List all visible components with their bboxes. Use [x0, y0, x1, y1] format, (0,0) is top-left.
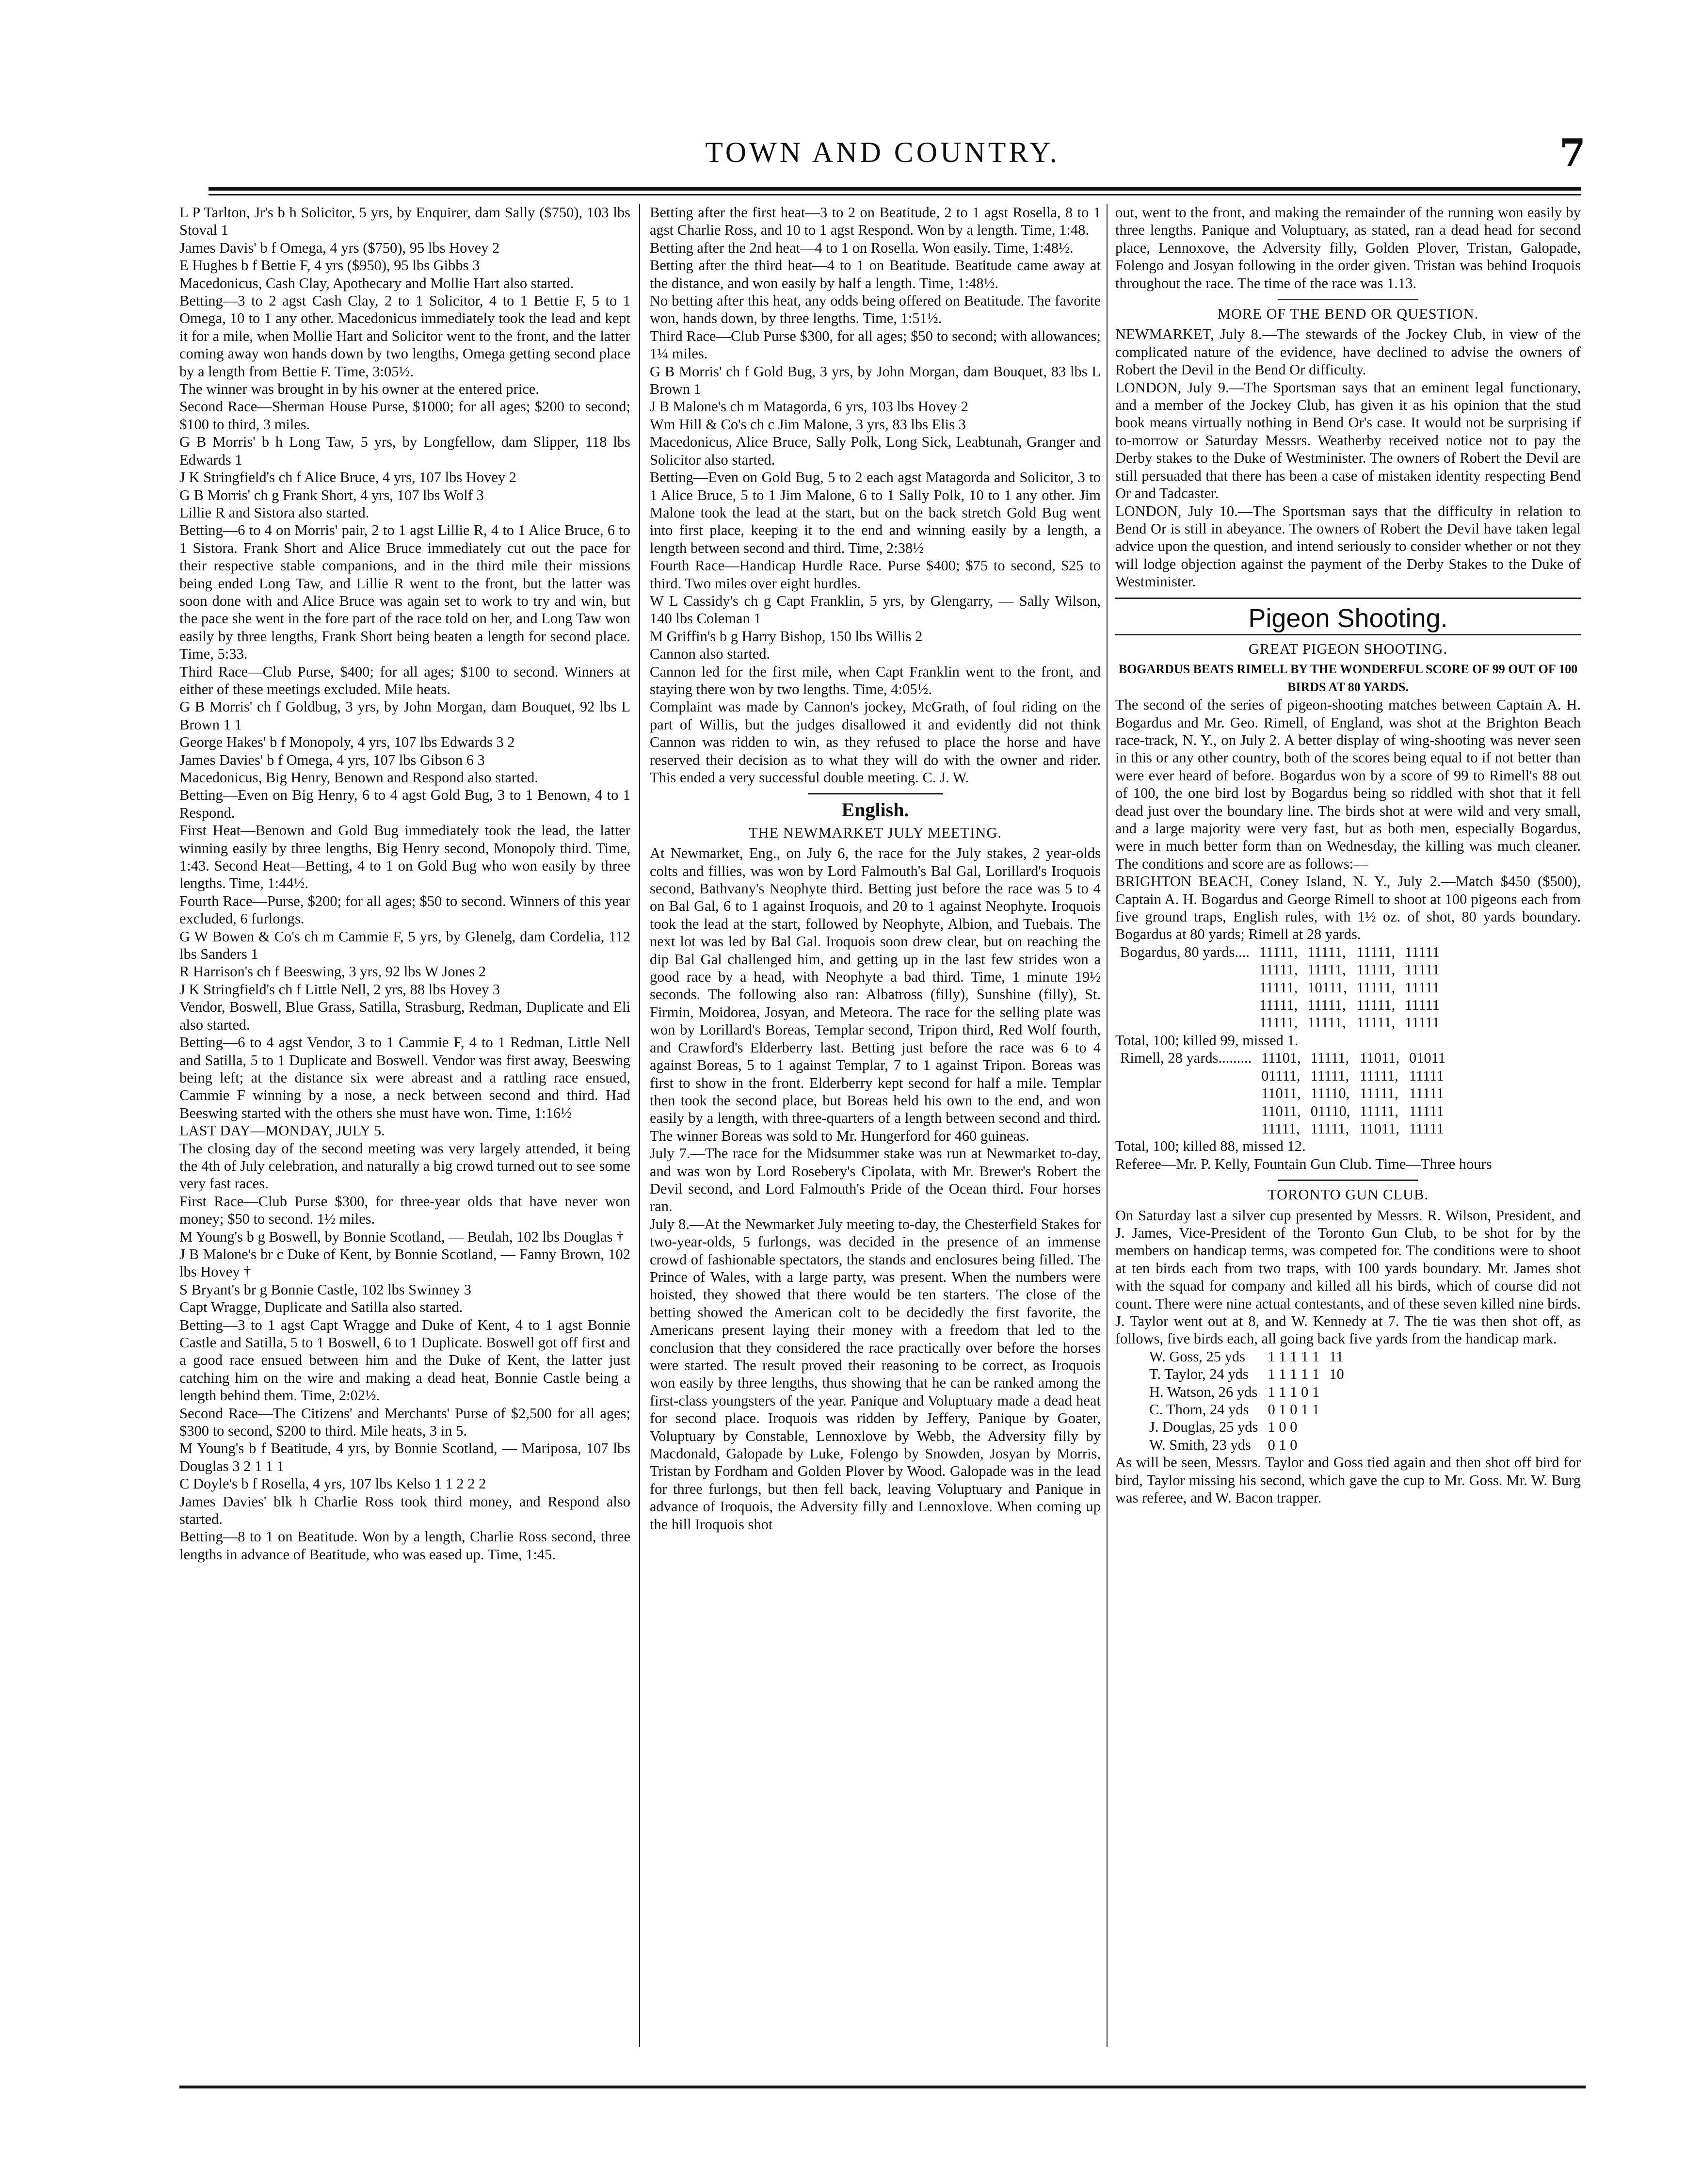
column-1 — [179, 204, 634, 1563]
racing-paragraph: R Harrison's ch f Beeswing, 3 yrs, 92 lbs W Jones 2 — [179, 963, 486, 980]
racing-paragraph: Second Race—Sherman House Purse, $1000; for all ages; $200 to second; $100 to third, 3 miles. — [179, 398, 634, 433]
racing-paragraph: LAST DAY—MONDAY, JULY 5. — [179, 1122, 385, 1139]
bogardus-score-row: 11111, 10111, 11111, 11111 — [1259, 979, 1440, 996]
racing-paragraph: Betting after the 2nd heat—4 to 1 on Rosella. Won easily. Time, 1:48½. — [650, 239, 1074, 256]
racing-paragraph: Second Race—The Citizens' and Merchants' Purse of $2,500 for all ages; $300 to second, $200 to third. Mile heats, 3 in 5. — [179, 1405, 634, 1440]
section-divider — [1115, 598, 1581, 599]
footer-rule — [179, 2086, 1586, 2088]
tie-score-row: H. Watson, 26 yds 1 1 1 0 1 — [1149, 1383, 1320, 1400]
bogardus-score-row: 11111, 11111, 11111, 11111 — [1259, 961, 1440, 978]
rimell-score-row: 11011, 11110, 11111, 11111 — [1261, 1085, 1444, 1102]
racing-paragraph: No betting after this heat, any odds being offered on Beatitude. The favorite won, hands down, by three lengths. Time, 1:51½. — [650, 292, 1105, 327]
racing-paragraph: Third Race—Club Purse $300, for all ages; $50 to second; with allowances; 1¼ miles. — [650, 327, 1105, 362]
racing-paragraph: Betting—3 to 1 agst Capt Wragge and Duke of Kent, 4 to 1 agst Bonnie Castle and Satilla, 5 to 1 Boswell, 6 to 1 Duplicate. Boswell got off first and a good race ensued between him and the Duke of Kent, the latter just catching him on the wire and making a dead heat, Bonnie Castle being a length behind them. Time, 2:02½. — [179, 1316, 634, 1404]
referee-line: Referee—Mr. P. Kelly, Fountain Gun Club. Time—Three hours — [1115, 1155, 1492, 1172]
racing-paragraph: Cannon led for the first mile, when Capt Franklin went to the front, and staying there won by two lengths. Time, 4:05½. — [650, 663, 1105, 697]
bend-or-paragraph: LONDON, July 9.—The Sportsman says that an eminent legal functionary, and a member of the Jockey Club, has given it as his opinion that the stud book means virtually nothing in Bend Or's case. It would not be surprising if to-morrow or Saturday Messrs. Weatherby received notice not to pay the Derby stakes to the Duke of Westminister. The owners of Robert the Devil are still persuaded that there has been a case of mistaken identity respecting Bend Or and Tadcaster. — [1115, 379, 1585, 502]
bogardus-score-row: 11111, 11111, 11111, 11111 — [1259, 997, 1440, 1014]
newmarket-heading: THE NEWMARKET JULY MEETING. — [748, 824, 1002, 841]
pigeon-paragraph: The second of the series of pigeon-shooting matches between Captain A. H. Bogardus and Mr. Geo. Rimell, of England, was shot at the Brighton Beach race-track, N. Y., on July 2. A better display of wing-shooting was never seen in this or any other country, both of the scores being equal to if not better than were ever heard of before. Bogardus won by a score of 99 to Rimell's 88 out of 100, the one bird lost by Bogardus being so riddled with shot that it fell dead just over the boundary line. The birds shot at were wild and very small, and a large majority were very fast, but as both men, especially Bogardus, were in much better form than on Wednesday, the killing was much cleaner. The conditions and score are as follows:— — [1115, 696, 1585, 872]
racing-paragraph: G W Bowen & Co's ch m Cammie F, 5 yrs, by Glenelg, dam Cordelia, 112 lbs Sanders 1 — [179, 928, 634, 963]
tie-score-row: W. Goss, 25 yds 1 1 1 1 1 11 — [1149, 1348, 1344, 1365]
racing-paragraph: L P Tarlton, Jr's b h Solicitor, 5 yrs, by Enquirer, dam Sally ($750), 103 lbs Stoval 1 — [179, 204, 634, 239]
racing-paragraph: Betting after the first heat—3 to 2 on Beatitude, 2 to 1 agst Rosella, 8 to 1 agst Charlie Ross, and 10 to 1 agst Respond. Won by a length. Time, 1:48. — [650, 204, 1105, 239]
racing-paragraph: Lillie R and Sistora also started. — [179, 504, 369, 521]
newmarket-paragraph: At Newmarket, Eng., on July 6, the race for the July stakes, 2 year-olds colts and fillies, was won by Lord Falmouth's Bal Gal, Lorillard's Iroquois second, Bathvany's Neophyte third. Betting just before the race was 5 to 4 on Bal Gal, 6 to 1 against Iroquois, and 20 to 1 against Neophyte. Iroquois took the lead at the start, followed by Neophyte, Albion, and Tuebais. The next lot was led by Bal Gal. Iroquois soon drew clear, but on reaching the dip Bal Gal challenged him, and getting up in the last few strides won a good race by a head, with Neophyte a bad third. Time, 1 minute 19½ seconds. The following also ran: Albatross (filly), Sunshine (filly), St. Firmin, Moidorea, Josyan, and Meteora. The race for the selling plate was won by Lorillard's Boreas, Templar second, Tripon third, Red Wolf fourth, and Crawford's Elderberry last. Betting just before the race was 6 to 4 against Boreas, 5 to 1 against Templar, 7 to 1 against Tripon. Boreas was first to show in the front. Elderberry kept second for half a mile. Templar then took the second place, but Boreas held his own to the end, and won easily by a length, with three-quarters of a length between second and third. The winner Boreas was sold to Mr. Hungerford for 460 guineas. — [650, 845, 1105, 1144]
tie-score-row: W. Smith, 23 yds 0 1 0 — [1149, 1436, 1298, 1453]
pigeon-heading: GREAT PIGEON SHOOTING. — [1248, 640, 1448, 657]
column-2 — [650, 204, 1105, 1533]
racing-paragraph: Vendor, Boswell, Blue Grass, Satilla, Strasburg, Redman, Duplicate and Eli also started. — [179, 999, 634, 1033]
column-divider — [639, 204, 640, 2047]
racing-paragraph: Macedonicus, Alice Bruce, Sally Polk, Long Sick, Leabtunah, Granger and Solicitor also started. — [650, 434, 1105, 468]
racing-paragraph: Fourth Race—Handicap Hurdle Race. Purse $400; $75 to second, $25 to third. Two miles over eight hurdles. — [650, 557, 1105, 592]
racing-paragraph: G B Morris' b h Long Taw, 5 yrs, by Longfellow, dam Slipper, 118 lbs Edwards 1 — [179, 434, 634, 468]
section-divider — [1278, 299, 1418, 300]
newmarket-continued — [1115, 204, 1585, 292]
racing-paragraph: S Bryant's br g Bonnie Castle, 102 lbs Swinney 3 — [179, 1281, 471, 1298]
english-section-title: English. — [841, 799, 909, 821]
bogardus-score-row: Bogardus, 80 yards.... 11111, 11111, 11111, 11111 — [1120, 943, 1440, 960]
racing-paragraph: Cannon also started. — [650, 646, 771, 663]
newmarket-paragraph: July 7.—The race for the Midsummer stake was run at Newmarket to-day, and was won by Lord Rosebery's Cipolata, with Mr. Brewer's Robert the Devil second, and Lord Falmouth's Pride of the Ocean third. Four horses ran. — [650, 1145, 1105, 1215]
racing-paragraph: First Heat—Benown and Gold Bug immediately took the lead, the latter winning easily by three lengths, Big Henry second, Monopoly third. Time, 1:43. Second Heat—Betting, 4 to 1 on Gold Bug who won easily by three lengths. Time, 1:44½. — [179, 822, 634, 892]
racing-paragraph: First Race—Club Purse $300, for three-year olds that have never won money; $50 to second. 1½ miles. — [179, 1193, 634, 1228]
racing-paragraph: The closing day of the second meeting was very largely attended, it being the 4th of July celebration, and naturally a big crowd turned out to see some very fast races. — [179, 1140, 634, 1192]
pigeon-section-title: Pigeon Shooting. — [1248, 603, 1448, 633]
racing-paragraph: G B Morris' ch f Gold Bug, 3 yrs, by John Morgan, dam Bouquet, 83 lbs L Brown 1 — [650, 363, 1105, 398]
masthead-title: TOWN AND COUNTRY. — [705, 136, 1060, 168]
racing-paragraph: Betting—6 to 4 on Morris' pair, 2 to 1 agst Lillie R, 4 to 1 Alice Bruce, 6 to 1 Sistora. Frank Short and Alice Bruce immediately cut out the pace for their respective stable companions, and in the third mile their missions being ended Long Taw, and Lillie R went to the front, but the latter was soon done with and Alice Bruce was again set to work to try and win, but the pace she went in the fore part of the race told on her, and Long Taw won easily by three lengths, Frank Short being beaten a length for second place. Time, 5:33. — [179, 522, 634, 663]
toronto-heading: TORONTO GUN CLUB. — [1268, 1186, 1429, 1203]
toronto-para-2: As will be seen, Messrs. Taylor and Goss tied again and then shot off bird for bird, Taylor missing his second, which gave the cup to Mr. Goss. Mr. W. Burg was referee, and W. Bacon trapper. — [1115, 1454, 1585, 1506]
bogardus-total: Total, 100; killed 99, missed 1. — [1115, 1032, 1299, 1049]
racing-paragraph: Betting after the third heat—4 to 1 on Beatitude. Beatitude came away at the distance, and won easily by half a length. Time, 1:48½. — [650, 257, 1105, 291]
racing-paragraph: C Doyle's b f Rosella, 4 yrs, 107 lbs Kelso 1 1 2 2 2 — [179, 1475, 486, 1492]
racing-paragraph: Betting—Even on Gold Bug, 5 to 2 each agst Matagorda and Solicitor, 3 to 1 Alice Bruce, 5 to 1 Jim Malone, 6 to 1 Sally Polk, 10 to 1 any other. Jim Malone took the lead at the start, but on the back stretch Gold Bug went into first place, keeping it to the end and winning easily by a length, a length between second and third. Time, 2:38½ — [650, 469, 1105, 556]
rimell-score-row: 01111, 11111, 11111, 11111 — [1261, 1067, 1444, 1084]
racing-paragraph: J K Stringfield's ch f Alice Bruce, 4 yrs, 107 lbs Hovey 2 — [179, 469, 517, 486]
racing-paragraph: M Griffin's b g Harry Bishop, 150 lbs Willis 2 — [650, 628, 923, 645]
rimell-score-row: 11111, 11111, 11011, 11111 — [1261, 1120, 1444, 1137]
page-header — [179, 131, 1586, 179]
racing-paragraph: Betting—8 to 1 on Beatitude. Won by a length, Charlie Ross second, three lengths in advance of Beatitude, who was eased up. Time, 1:45. — [179, 1528, 634, 1563]
rimell-score-row: 11011, 01110, 11111, 11111 — [1261, 1102, 1444, 1119]
bend-or-paragraph: LONDON, July 10.—The Sportsman says that the difficulty in relation to Bend Or is still in abeyance. The owners of Robert the Devil have taken legal advice upon the question, and intend seriously to consider whether or not they will lodge objection against the payment of the Derby Stakes to the Duke of Westminister. — [1115, 502, 1585, 590]
rimell-score-table — [1115, 1049, 1450, 1137]
newmarket-paragraph: July 8.—At the Newmarket July meeting to-day, the Chesterfield Stakes for two-year-olds, 5 furlongs, was decided in the presence of an immense crowd of fashionable spectators, the stands and enclosures being filled. The Prince of Wales, with a large party, was present. When the numbers were hoisted, they showed that there would be ten starters. The close of the betting showed the American colt to be decidedly the first favorite, the Americans present laying their money with a freedom that led to the conclusion that they considered the race practically over before the horses were started. The result proved their reasoning to be correct, as Iroquois won easily by three lengths, thus showing that he can be ranked among the first-class youngsters of the year. Panique and Voluptuary made a dead heat for second place. Iroquois was ridden by Jeffery, Panique by Goater, Voluptuary by Constable, Lennoxlove by Webb, the Adversity filly by Macdonald, Galopade by Luke, Folengo by Snowden, Josyan by Morris, Tristan by Fordham and Golden Plover by Wood. Galopade was in the lead for three furlongs, but then fell back, leaving Voluptuary and Panique in advance of Iroquois, the Adversity filly and Lennoxlove. When coming up the hill Iroquois shot — [650, 1215, 1105, 1533]
rimell-score-row: Rimell, 28 yards......... 11101, 11111, 11011, 01011 — [1120, 1050, 1446, 1067]
bogardus-score-table — [1115, 943, 1445, 1032]
racing-paragraph: Complaint was made by Cannon's jockey, McGrath, of foul riding on the part of Willis, but the judges disallowed it and evidently did not think Cannon was ridden to win, as they refused to place the horse and have reserved their decision as to what they will do with the owner and rider. This ended a very successful double meeting. C. J. W. — [650, 698, 1105, 786]
racing-paragraph: Macedonicus, Cash Clay, Apothecary and Mollie Hart also started. — [179, 275, 574, 291]
column-divider — [1107, 204, 1108, 2047]
bend-or-article — [1115, 325, 1585, 590]
bend-or-heading: MORE OF THE BEND OR QUESTION. — [1217, 306, 1479, 323]
tie-score-table — [1144, 1348, 1349, 1454]
section-divider — [1115, 634, 1581, 635]
racing-paragraph: James Davies' blk h Charlie Ross took third money, and Respond also started. — [179, 1493, 634, 1528]
column-3 — [1115, 204, 1585, 1506]
pigeon-article — [1115, 696, 1585, 943]
page-number: 7 — [1559, 131, 1586, 175]
racing-paragraph: James Davies' b f Omega, 4 yrs, 107 lbs Gibson 6 3 — [179, 751, 485, 768]
section-divider — [808, 793, 943, 794]
racing-paragraph: J B Malone's ch m Matagorda, 6 yrs, 103 lbs Hovey 2 — [650, 398, 968, 415]
racing-paragraph: G B Morris' ch g Frank Short, 4 yrs, 107 lbs Wolf 3 — [179, 486, 484, 503]
racing-paragraph: G B Morris' ch f Goldbug, 3 yrs, by John Morgan, dam Bouquet, 92 lbs L Brown 1 1 — [179, 698, 634, 733]
column-2-racing — [650, 204, 1105, 786]
bend-or-paragraph: NEWMARKET, July 8.—The stewards of the Jockey Club, in view of the complicated nature of the evidence, have declined to advise the owners of Robert the Devil in the Bend Or difficulty. — [1115, 326, 1585, 378]
rimell-total: Total, 100; killed 88, missed 12. — [1115, 1138, 1306, 1155]
tie-score-row: T. Taylor, 24 yds 1 1 1 1 1 10 — [1149, 1366, 1344, 1383]
racing-paragraph: George Hakes' b f Monopoly, 4 yrs, 107 lbs Edwards 3 2 — [179, 734, 515, 751]
racing-paragraph: James Davis' b f Omega, 4 yrs ($750), 95 lbs Hovey 2 — [179, 239, 500, 256]
racing-paragraph: The winner was brought in by his owner at the entered price. — [179, 381, 539, 398]
header-rule — [209, 187, 1581, 191]
racing-paragraph: Betting—3 to 2 agst Cash Clay, 2 to 1 Solicitor, 4 to 1 Bettie F, 5 to 1 Omega, 10 to 1 any other. Macedonicus immediately took the lead and kept it for a mile, when Mollie Hart and Solicitor went to the front, and the latter coming away won hands down by two lengths, Omega getting second place by a length from Bettie F. Time, 3:05½. — [179, 292, 634, 380]
pigeon-paragraph: BRIGHTON BEACH, Coney Island, N. Y., July 2.—Match $450 ($500), Captain A. H. Bogardus and George Rimell to shoot at 100 pigeons each from five ground traps, English rules, with 1½ oz. of shot, 80 yards boundary. Bogardus at 80 yards; Rimell at 28 yards. — [1115, 873, 1585, 943]
racing-paragraph: Capt Wragge, Duplicate and Satilla also started. — [179, 1299, 463, 1316]
newmarket-paragraph: out, went to the front, and making the remainder of the running won easily by three lengths. Panique and Voluptuary, as stated, ran a dead head for second place, Lennoxove, the Adversity filly, Golden Plover, Tristan, Galopade, Folengo and Josyan following in the order given. Tristan was behind Iroquois throughout the race. The time of the race was 1.13. — [1115, 204, 1585, 291]
racing-paragraph: W L Cassidy's ch g Capt Franklin, 5 yrs, by Glengarry, — Sally Wilson, 140 lbs Coleman 1 — [650, 592, 1105, 627]
header-rule-thin — [209, 194, 1581, 195]
pigeon-subhead: BOGARDUS BEATS RIMELL BY THE WONDERFUL SCORE OF 99 OUT OF 100 BIRDS AT 80 YARDS. — [1118, 662, 1581, 694]
tie-score-row: C. Thorn, 24 yds 0 1 0 1 1 — [1149, 1401, 1320, 1418]
racing-paragraph: E Hughes b f Bettie F, 4 yrs ($950), 95 lbs Gibbs 3 — [179, 257, 480, 274]
racing-paragraph: M Young's b f Beatitude, 4 yrs, by Bonnie Scotland, — Mariposa, 107 lbs Douglas 3 2 1 1 1 — [179, 1440, 634, 1474]
tie-score-row: J. Douglas, 25 yds 1 0 0 — [1149, 1419, 1298, 1436]
racing-paragraph: M Young's b g Boswell, by Bonnie Scotland, — Beulah, 102 lbs Douglas † — [179, 1228, 624, 1245]
section-divider — [1278, 1180, 1418, 1181]
racing-paragraph: Betting—6 to 4 agst Vendor, 3 to 1 Cammie F, 4 to 1 Redman, Little Nell and Satilla, 5 to 1 Duplicate and Boswell. Vendor was first away, Beeswing being left; at the distance six were abreast and a rattling race ensued, Cammie F winning by a nose, a neck between second and third. Had Beeswing started with the others she must have won. Time, 1:16½ — [179, 1034, 634, 1121]
racing-paragraph: Wm Hill & Co's ch c Jim Malone, 3 yrs, 83 lbs Elis 3 — [650, 416, 966, 433]
racing-paragraph: Fourth Race—Purse, $200; for all ages; $50 to second. Winners of this year excluded, 6 furlongs. — [179, 892, 634, 927]
racing-paragraph: Betting—Even on Big Henry, 6 to 4 agst Gold Bug, 3 to 1 Benown, 4 to 1 Respond. — [179, 787, 634, 821]
newmarket-article — [650, 844, 1105, 1533]
racing-paragraph: J B Malone's br c Duke of Kent, by Bonnie Scotland, — Fanny Brown, 102 lbs Hovey † — [179, 1246, 634, 1280]
bogardus-score-row: 11111, 11111, 11111, 11111 — [1259, 1014, 1440, 1031]
racing-paragraph: Third Race—Club Purse, $400; for all ages; $100 to second. Winners at either of these meetings excluded. Mile heats. — [179, 663, 634, 697]
racing-paragraph: Macedonicus, Big Henry, Benown and Respond also started. — [179, 769, 539, 786]
racing-paragraph: J K Stringfield's ch f Little Nell, 2 yrs, 88 lbs Hovey 3 — [179, 981, 500, 998]
toronto-para-1: On Saturday last a silver cup presented by Messrs. R. Wilson, President, and J. James, Vice-President of the Toronto Gun Club, to be shot for by the members on handicap terms, was competed for. The conditions were to shoot at ten birds each from two traps, with 100 yards boundary. Mr. James shot with the squad for company and killed all his birds, which of course did not count. There were nine actual contestants, and of these seven killed nine birds. J. Taylor went out at 8, and W. Kennedy at 7. The tie was then shot off, as follows, five birds each, all going back five yards from the handicap mark. — [1115, 1207, 1585, 1347]
